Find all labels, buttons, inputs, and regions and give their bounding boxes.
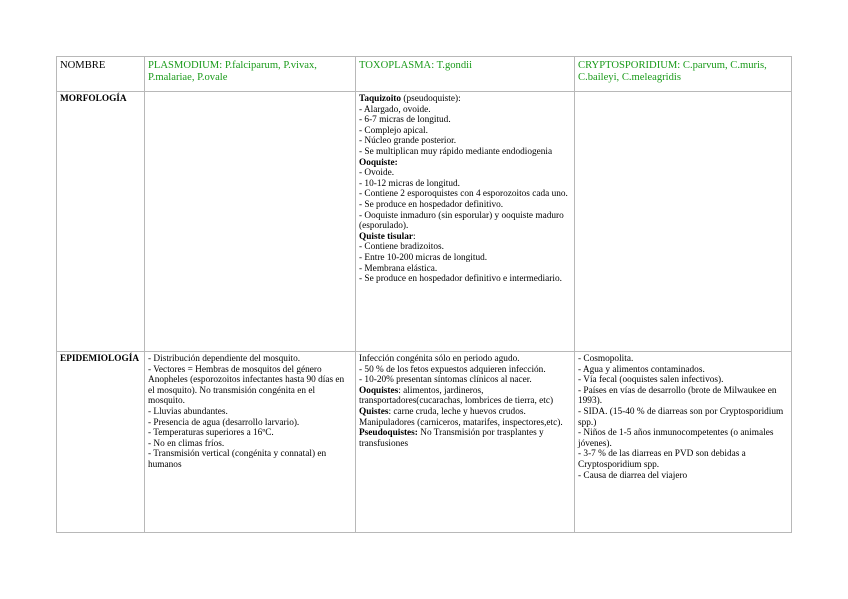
quiste-line: - Entre 10-200 micras de longitud. [359, 252, 488, 263]
crypto-epi-line: - Vía fecal (ooquistes salen infectivos). [578, 375, 724, 386]
epidemiologia-cryptosporidium-cell [575, 352, 792, 533]
header-cryptosporidium: CRYPTOSPORIDIUM: C.parvum, C.muris, C.baileyi, C.meleagridis [575, 57, 792, 92]
toxoplasma-epi-line: Infección congénita sólo en periodo agudo. [359, 354, 520, 364]
epidemiologia-toxoplasma-cell [356, 352, 575, 533]
crypto-epi-line: - Causa de diarrea del viajero [578, 470, 688, 481]
taquizoito-line: - Se multiplican muy rápido mediante endodiogenia [359, 146, 553, 157]
morfologia-cryptosporidium-cell [575, 92, 792, 352]
ooquiste-line: - 10-12 micras de longitud. [359, 178, 460, 189]
morfologia-label: MORFOLOGÍA [57, 92, 145, 352]
pseudoquistes-text: No Transmisión por trasplantes y transfusiones [359, 428, 544, 449]
taquizoito-suffix: (pseudoquiste): [401, 94, 461, 104]
plasmodium-epi-line: - Transmisión vertical (congénita y connatal) en humanos [148, 449, 327, 470]
crypto-epi-line: - Cosmopolita. [578, 354, 634, 364]
quiste-line: - Contiene bradizoitos. [359, 242, 444, 253]
plasmodium-epi-line: - Vectores = Hembras de mosquitos del género Anopheles (esporozoitos infectantes hasta 90 días en el mosquito). No transmisión congénita en el mosquito. [148, 364, 345, 407]
ooquiste-title: Ooquiste: [359, 157, 398, 168]
taquizoito-line: - Complejo apical. [359, 125, 428, 136]
quiste-line: - Se produce en hospedador definitivo e intermediario. [359, 274, 562, 285]
morfologia-toxoplasma-cell [356, 92, 575, 352]
quistes-title: Quistes [359, 406, 389, 417]
parasite-comparison-table [56, 56, 792, 533]
morfologia-plasmodium-cell [145, 92, 356, 352]
taquizoito-line: - Alargado, ovoide. [359, 104, 431, 115]
plasmodium-epi-line: - Temperaturas superiores a 16ºC. [148, 428, 274, 439]
epidemiologia-label: EPIDEMIOLOGÍA [57, 352, 145, 533]
header-row [57, 57, 792, 92]
header-nombre: NOMBRE [57, 57, 145, 92]
plasmodium-epi-line: - No en climas fríos. [148, 438, 225, 449]
toxoplasma-epi-line: - 50 % de los fetos expuestos adquieren infección. [359, 364, 546, 375]
crypto-epi-line: - Niños de 1-5 años inmunocompetentes (o animales jóvenes). [578, 428, 774, 449]
crypto-epi-line: - Países en vías de desarrollo (brote de Milwaukee en 1993). [578, 385, 777, 407]
taquizoito-title: Taquizoito [359, 94, 402, 104]
ooquiste-line: - Contiene 2 esporoquistes con 4 esporozoitos cada uno. - Se produce en hospedador definitivo. [359, 189, 568, 210]
quiste-line: - Membrana elástica. [359, 263, 438, 274]
toxoplasma-epi-line: - 10-20% presentan síntomas clínicos al nacer. [359, 375, 532, 386]
crypto-epi-line: - Agua y alimentos contaminados. [578, 364, 705, 375]
taquizoito-line: - 6-7 micras de longitud. [359, 115, 451, 126]
ooquistes-title: Ooquistes [359, 385, 399, 396]
crypto-epi-line: - 3-7 % de las diarreas en PVD son debidas a Cryptosporidium spp. [578, 449, 746, 470]
quistes-text: : carne cruda, leche y huevos crudos. Manipuladores (carniceros, matarifes, inspectores,etc). [359, 406, 563, 428]
quiste-tisular-suffix: : [412, 231, 416, 242]
ooquiste-line: - Ovoide. [359, 168, 395, 179]
epidemiologia-row [57, 352, 792, 533]
ooquistes-text: : alimentos, jardineros, transportadores(cucarachas, lombrices de tierra, etc) [359, 385, 554, 407]
quiste-tisular-title: Quiste tisular [359, 231, 413, 242]
epidemiologia-plasmodium-cell [145, 352, 356, 533]
morfologia-row [57, 92, 792, 352]
plasmodium-epi-line: - Presencia de agua (desarrollo larvario). [148, 417, 300, 428]
ooquiste-line: - Ooquiste inmaduro (sin esporular) y ooquiste maduro (esporulado). [359, 210, 564, 232]
header-plasmodium: PLASMODIUM: P.falciparum, P.vivax, P.malariae, P.ovale [145, 57, 356, 92]
plasmodium-epi-line: - Lluvias abundantes. [148, 406, 228, 417]
taquizoito-line: - Núcleo grande posterior. [359, 136, 457, 147]
pseudoquistes-title: Pseudoquistes: [359, 428, 418, 439]
plasmodium-epi-line: - Distribución dependiente del mosquito. [148, 354, 301, 364]
header-toxoplasma: TOXOPLASMA: T.gondii [356, 57, 575, 92]
crypto-epi-line: - SIDA. (15-40 % de diarreas son por Cryptosporidium spp.) [578, 406, 784, 428]
